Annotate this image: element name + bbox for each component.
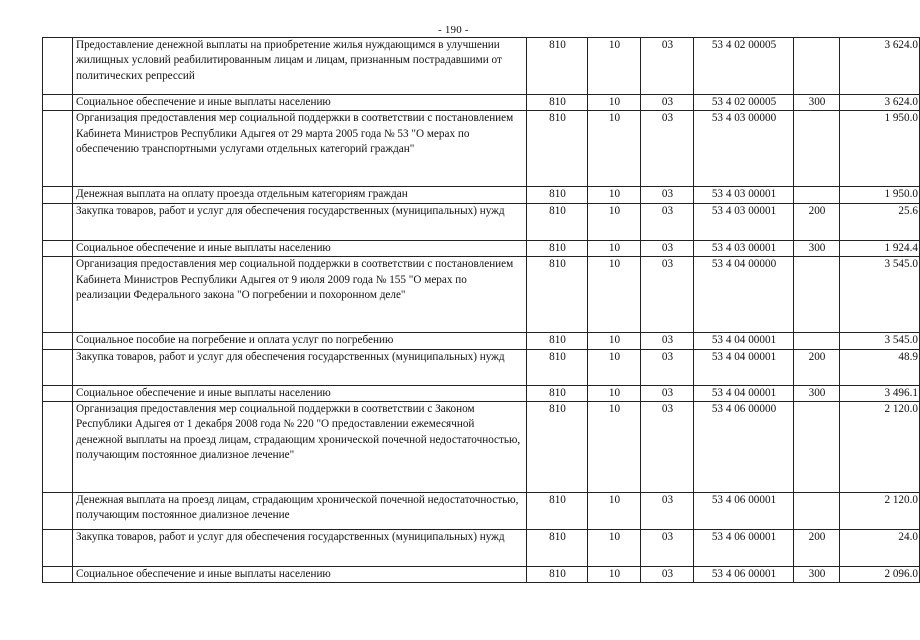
- row-pr-cell: 03: [641, 187, 694, 203]
- row-csr-cell: 53 4 06 00001: [694, 567, 794, 583]
- row-csr-cell: 53 4 06 00001: [694, 493, 794, 530]
- row-pr-cell: 03: [641, 493, 694, 530]
- row-name-cell: Социальное обеспечение и иные выплаты населению: [73, 567, 527, 583]
- table-row: [43, 111, 920, 187]
- row-number-cell: [43, 95, 73, 111]
- row-csr-cell: 53 4 04 00001: [694, 385, 794, 401]
- row-pr-cell: 03: [641, 402, 694, 493]
- row-ved-cell: 810: [527, 349, 588, 385]
- row-rz-cell: 10: [588, 493, 641, 530]
- row-rz-cell: 10: [588, 187, 641, 203]
- row-rz-cell: 10: [588, 530, 641, 567]
- row-number-cell: [43, 203, 73, 240]
- row-csr-cell: 53 4 03 00001: [694, 203, 794, 240]
- row-sum-cell: 2 096.0: [840, 567, 920, 583]
- row-name-cell: Организация предоставления мер социальной поддержки в соответствии с Законом Республики Адыгея от 1 декабря 2008 года № 220 "О предоставлении ежемесячной денежной выплаты на проезд лицам, страдающим хронической почечной недостаточностью, получающим постоянное диализное лечение": [73, 402, 527, 493]
- row-sum-cell: 2 120.0: [840, 402, 920, 493]
- table-row: [43, 95, 920, 111]
- row-ved-cell: 810: [527, 567, 588, 583]
- row-name-cell: Денежная выплата на проезд лицам, страдающим хронической почечной недостаточностью, получающим постоянное диализное лечение: [73, 493, 527, 530]
- row-ved-cell: 810: [527, 493, 588, 530]
- row-vr-cell: [794, 257, 840, 333]
- row-pr-cell: 03: [641, 530, 694, 567]
- row-sum-cell: 3 545.0: [840, 257, 920, 333]
- row-vr-cell: [794, 402, 840, 493]
- row-number-cell: [43, 187, 73, 203]
- row-csr-cell: 53 4 03 00001: [694, 240, 794, 256]
- row-sum-cell: 1 950.0: [840, 187, 920, 203]
- table-row: [43, 567, 920, 583]
- row-number-cell: [43, 333, 73, 349]
- row-sum-cell: 3 496.1: [840, 385, 920, 401]
- row-sum-cell: 3 624.0: [840, 95, 920, 111]
- row-name-cell: Предоставление денежной выплаты на приобретение жилья нуждающимся в улучшении жилищных условий реабилитированным лицам и лицам, признанным пострадавшими от политических репрессий: [73, 38, 527, 95]
- row-pr-cell: 03: [641, 203, 694, 240]
- table-row: [43, 38, 920, 95]
- row-ved-cell: 810: [527, 385, 588, 401]
- table-row: [43, 333, 920, 349]
- row-name-cell: Денежная выплата на оплату проезда отдельным категориям граждан: [73, 187, 527, 203]
- row-rz-cell: 10: [588, 95, 641, 111]
- row-pr-cell: 03: [641, 567, 694, 583]
- row-csr-cell: 53 4 04 00001: [694, 349, 794, 385]
- row-pr-cell: 03: [641, 349, 694, 385]
- row-number-cell: [43, 111, 73, 187]
- row-csr-cell: 53 4 04 00001: [694, 333, 794, 349]
- row-sum-cell: 3 624.0: [840, 38, 920, 95]
- row-name-cell: Закупка товаров, работ и услуг для обеспечения государственных (муниципальных) нужд: [73, 349, 527, 385]
- table-row: [43, 240, 920, 256]
- table-row: [43, 493, 920, 530]
- row-ved-cell: 810: [527, 257, 588, 333]
- row-csr-cell: 53 4 06 00001: [694, 530, 794, 567]
- row-ved-cell: 810: [527, 38, 588, 95]
- row-csr-cell: 53 4 03 00000: [694, 111, 794, 187]
- row-pr-cell: 03: [641, 111, 694, 187]
- row-csr-cell: 53 4 02 00005: [694, 95, 794, 111]
- row-name-cell: Закупка товаров, работ и услуг для обеспечения государственных (муниципальных) нужд: [73, 530, 527, 567]
- row-vr-cell: 200: [794, 349, 840, 385]
- table-row: [43, 203, 920, 240]
- row-number-cell: [43, 257, 73, 333]
- row-rz-cell: 10: [588, 111, 641, 187]
- row-csr-cell: 53 4 02 00005: [694, 38, 794, 95]
- row-ved-cell: 810: [527, 240, 588, 256]
- row-sum-cell: 2 120.0: [840, 493, 920, 530]
- page-number: - 190 -: [438, 24, 469, 36]
- row-csr-cell: 53 4 04 00000: [694, 257, 794, 333]
- row-number-cell: [43, 385, 73, 401]
- budget-table: [42, 37, 920, 583]
- row-name-cell: Социальное обеспечение и иные выплаты населению: [73, 240, 527, 256]
- row-vr-cell: [794, 187, 840, 203]
- row-number-cell: [43, 567, 73, 583]
- row-pr-cell: 03: [641, 38, 694, 95]
- row-name-cell: Социальное обеспечение и иные выплаты населению: [73, 385, 527, 401]
- row-ved-cell: 810: [527, 530, 588, 567]
- table-row: [43, 187, 920, 203]
- row-pr-cell: 03: [641, 95, 694, 111]
- row-sum-cell: 48.9: [840, 349, 920, 385]
- row-ved-cell: 810: [527, 402, 588, 493]
- row-sum-cell: 25.6: [840, 203, 920, 240]
- row-number-cell: [43, 530, 73, 567]
- row-sum-cell: 1 950.0: [840, 111, 920, 187]
- row-name-cell: Организация предоставления мер социальной поддержки в соответствии с постановлением Кабинета Министров Республики Адыгея от 29 марта 2005 года № 53 "О мерах по обеспечению транспортными услугами отдельных категорий граждан": [73, 111, 527, 187]
- row-number-cell: [43, 402, 73, 493]
- row-sum-cell: 3 545.0: [840, 333, 920, 349]
- table-row: [43, 530, 920, 567]
- row-vr-cell: 200: [794, 530, 840, 567]
- row-rz-cell: 10: [588, 385, 641, 401]
- row-vr-cell: 300: [794, 95, 840, 111]
- row-ved-cell: 810: [527, 187, 588, 203]
- row-pr-cell: 03: [641, 240, 694, 256]
- row-vr-cell: 300: [794, 240, 840, 256]
- row-rz-cell: 10: [588, 203, 641, 240]
- table-row: [43, 257, 920, 333]
- row-vr-cell: [794, 333, 840, 349]
- row-rz-cell: 10: [588, 240, 641, 256]
- row-ved-cell: 810: [527, 203, 588, 240]
- row-number-cell: [43, 240, 73, 256]
- row-name-cell: Социальное пособие на погребение и оплата услуг по погребению: [73, 333, 527, 349]
- row-number-cell: [43, 38, 73, 95]
- row-ved-cell: 810: [527, 95, 588, 111]
- row-pr-cell: 03: [641, 333, 694, 349]
- row-vr-cell: 200: [794, 203, 840, 240]
- table-row: [43, 385, 920, 401]
- row-pr-cell: 03: [641, 257, 694, 333]
- row-sum-cell: 1 924.4: [840, 240, 920, 256]
- row-ved-cell: 810: [527, 111, 588, 187]
- table-row: [43, 349, 920, 385]
- budget-table-body: [43, 38, 920, 583]
- row-name-cell: Социальное обеспечение и иные выплаты населению: [73, 95, 527, 111]
- row-rz-cell: 10: [588, 349, 641, 385]
- row-vr-cell: 300: [794, 567, 840, 583]
- row-pr-cell: 03: [641, 385, 694, 401]
- row-number-cell: [43, 493, 73, 530]
- row-vr-cell: 300: [794, 385, 840, 401]
- row-ved-cell: 810: [527, 333, 588, 349]
- row-rz-cell: 10: [588, 567, 641, 583]
- row-rz-cell: 10: [588, 257, 641, 333]
- row-number-cell: [43, 349, 73, 385]
- row-vr-cell: [794, 111, 840, 187]
- row-name-cell: Закупка товаров, работ и услуг для обеспечения государственных (муниципальных) нужд: [73, 203, 527, 240]
- row-csr-cell: 53 4 06 00000: [694, 402, 794, 493]
- row-sum-cell: 24.0: [840, 530, 920, 567]
- table-row: [43, 402, 920, 493]
- row-vr-cell: [794, 38, 840, 95]
- row-rz-cell: 10: [588, 402, 641, 493]
- row-rz-cell: 10: [588, 333, 641, 349]
- row-vr-cell: [794, 493, 840, 530]
- row-rz-cell: 10: [588, 38, 641, 95]
- row-csr-cell: 53 4 03 00001: [694, 187, 794, 203]
- row-name-cell: Организация предоставления мер социальной поддержки в соответствии с постановлением Кабинета Министров Республики Адыгея от 9 июля 2009 года № 155 "О мерах по реализации Федерального закона "О погребении и похоронном деле": [73, 257, 527, 333]
